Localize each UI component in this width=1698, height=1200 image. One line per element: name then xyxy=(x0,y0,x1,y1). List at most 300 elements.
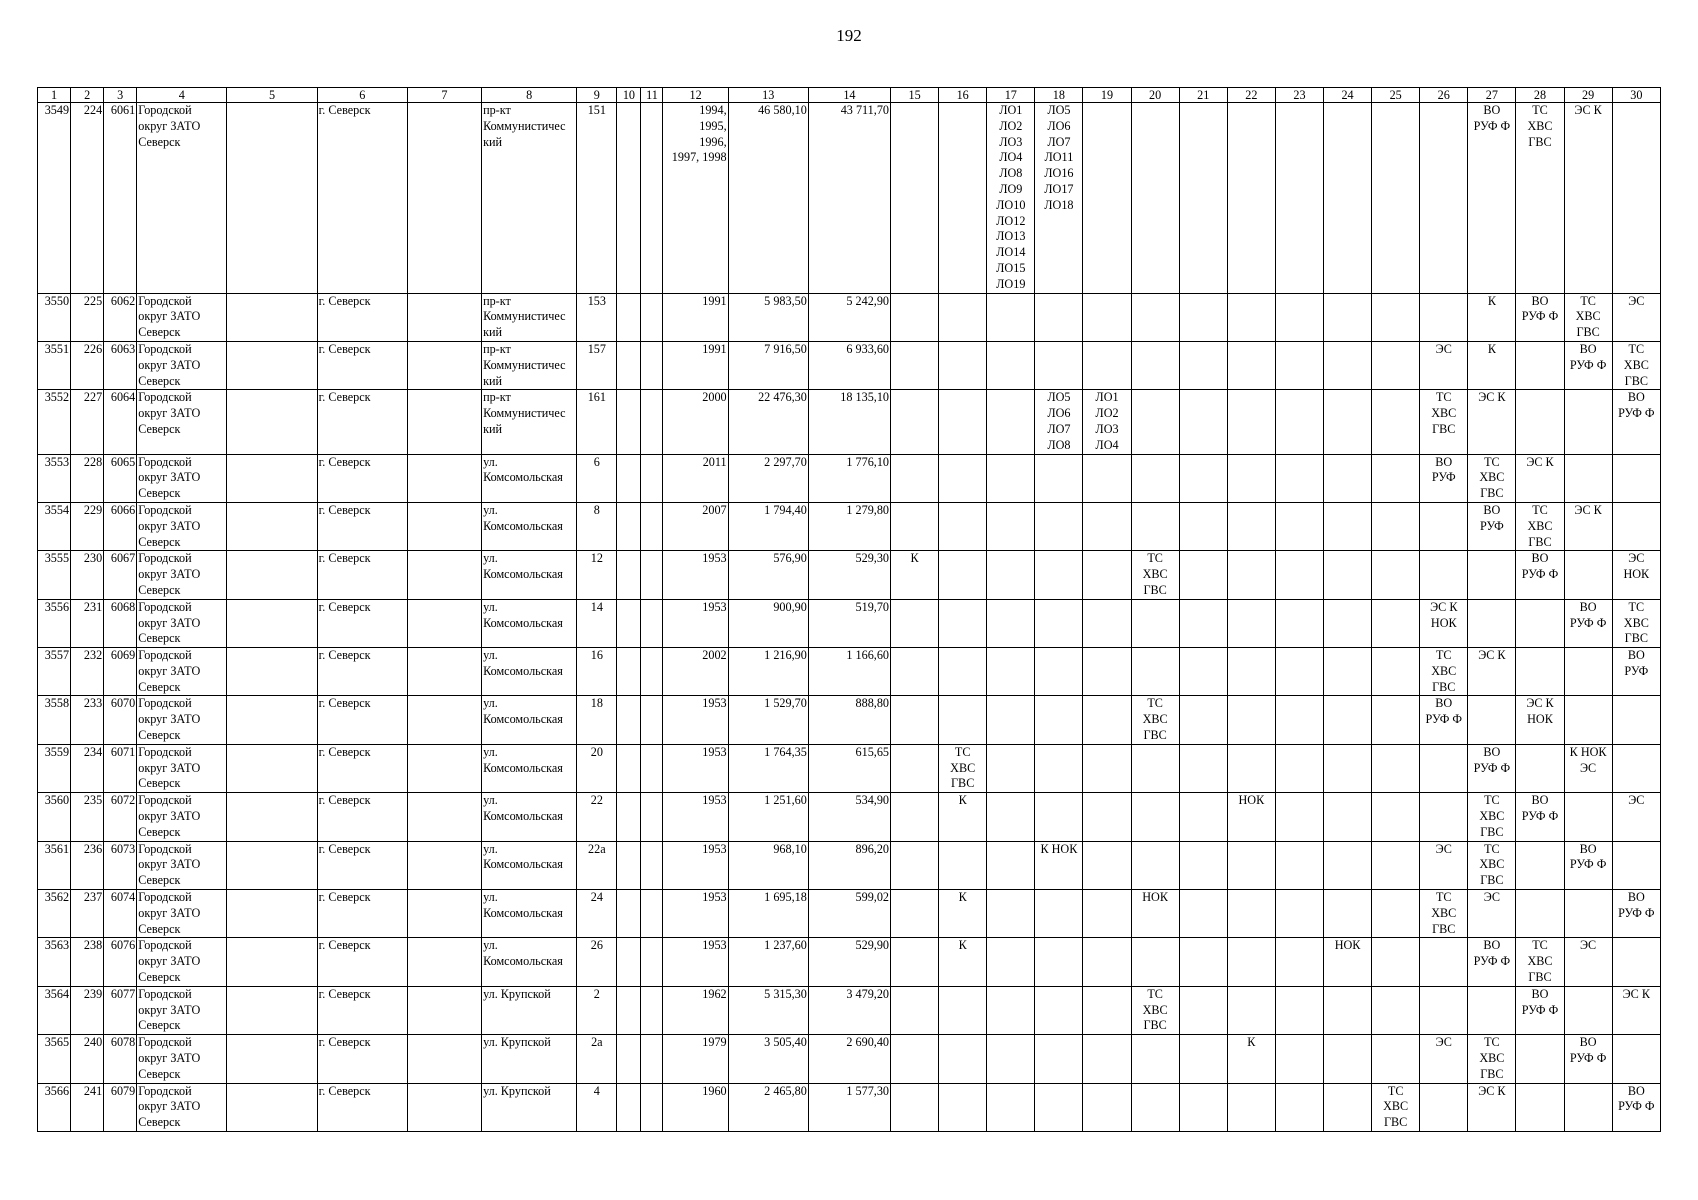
cell-line: ЛО16 xyxy=(1044,166,1074,181)
cell-line: г. Северск xyxy=(318,341,371,356)
cell-code-col-29 xyxy=(1564,293,1612,341)
cell-line: ВО xyxy=(1483,502,1501,517)
cell-line: г. Северск xyxy=(318,744,371,759)
cell-empty xyxy=(1420,293,1468,341)
cell-empty xyxy=(987,696,1035,744)
cell-empty xyxy=(1564,890,1612,938)
cell-empty xyxy=(407,1083,481,1131)
cell-line: Северск xyxy=(138,134,181,149)
cell-area_total xyxy=(728,1035,808,1083)
cell-empty xyxy=(407,1035,481,1083)
cell-year xyxy=(663,744,728,792)
cell-line: ГВС xyxy=(1143,1018,1167,1033)
cell-line: РУФ Ф xyxy=(1425,712,1463,727)
cell-code-col-30 xyxy=(1612,890,1660,938)
cell-line: 1960 xyxy=(702,1083,727,1098)
cell-empty xyxy=(1564,793,1612,841)
cell-line: ТС xyxy=(1532,502,1548,517)
cell-line: ГВС xyxy=(1143,728,1167,743)
cell-empty xyxy=(1083,454,1131,502)
cell-n2 xyxy=(71,793,104,841)
column-header-10: 10 xyxy=(617,88,641,103)
cell-line: РУФ Ф xyxy=(1569,1051,1607,1066)
cell-empty xyxy=(641,1083,663,1131)
cell-line: ВО xyxy=(1627,648,1645,663)
cell-empty xyxy=(891,648,939,696)
cell-code-col-28 xyxy=(1516,103,1564,294)
cell-empty xyxy=(891,1035,939,1083)
cell-empty xyxy=(1035,890,1083,938)
cell-n2 xyxy=(71,696,104,744)
cell-line: Городской xyxy=(138,648,192,663)
cell-area_total xyxy=(728,502,808,550)
cell-line: г. Северск xyxy=(318,293,371,308)
cell-line: 3551 xyxy=(44,341,70,356)
cell-empty xyxy=(407,793,481,841)
cell-code-col-18 xyxy=(1035,841,1083,889)
cell-line: Северск xyxy=(138,631,181,646)
page-number: 192 xyxy=(836,26,862,45)
cell-line: Северск xyxy=(138,873,181,888)
cell-line: ХВС xyxy=(1431,663,1457,678)
cell-empty xyxy=(1227,1083,1275,1131)
cell-n2 xyxy=(71,502,104,550)
cell-line: 1 577,30 xyxy=(846,1083,890,1098)
cell-line: ТС xyxy=(1532,938,1548,953)
cell-empty xyxy=(617,744,641,792)
cell-house xyxy=(577,103,617,294)
cell-street xyxy=(482,502,577,550)
cell-line: 238 xyxy=(83,938,103,953)
cell-empty xyxy=(1179,390,1227,454)
cell-house xyxy=(577,551,617,599)
cell-year xyxy=(663,793,728,841)
column-header-8: 8 xyxy=(482,88,577,103)
cell-line: ГВС xyxy=(1528,134,1552,149)
column-header-22: 22 xyxy=(1227,88,1275,103)
cell-empty xyxy=(891,890,939,938)
cell-line: г. Северск xyxy=(318,390,371,405)
cell-owner xyxy=(137,938,227,986)
cell-empty xyxy=(1035,1083,1083,1131)
cell-empty xyxy=(1420,1083,1468,1131)
cell-empty xyxy=(617,293,641,341)
cell-line: 3557 xyxy=(44,648,70,663)
cell-line: ТС xyxy=(1580,293,1596,308)
cell-line: К xyxy=(1247,1035,1256,1050)
cell-empty xyxy=(1227,696,1275,744)
cell-empty xyxy=(1035,341,1083,389)
cell-line: ТС xyxy=(1387,1083,1404,1098)
cell-line: 18 xyxy=(590,696,603,711)
cell-line: ТС xyxy=(1484,1035,1500,1050)
cell-line: ЛО5 xyxy=(1047,390,1071,405)
cell-empty xyxy=(939,293,987,341)
cell-empty xyxy=(227,1035,317,1083)
cell-area_living xyxy=(808,293,890,341)
cell-empty xyxy=(1179,744,1227,792)
cell-house xyxy=(577,390,617,454)
cell-line: 1953 xyxy=(702,841,727,856)
cell-city xyxy=(317,841,407,889)
cell-empty xyxy=(1131,103,1179,294)
cell-line: ул. Крупской xyxy=(483,1083,551,1098)
cell-empty xyxy=(891,744,939,792)
cell-empty xyxy=(1564,696,1612,744)
cell-empty xyxy=(1516,744,1564,792)
cell-line: 968,10 xyxy=(773,841,807,856)
cell-empty xyxy=(1227,454,1275,502)
cell-owner xyxy=(137,1035,227,1083)
cell-empty xyxy=(1179,938,1227,986)
cell-area_total xyxy=(728,1083,808,1131)
cell-line: ВО xyxy=(1627,1083,1645,1098)
cell-line: Северск xyxy=(138,534,181,549)
cell-line: Комсомольская xyxy=(483,470,563,485)
cell-line: Городской xyxy=(138,841,192,856)
cell-line: ГВС xyxy=(1624,631,1648,646)
cell-empty xyxy=(987,551,1035,599)
cell-line: Северск xyxy=(138,1115,181,1130)
cell-n1 xyxy=(38,938,71,986)
cell-line: 529,30 xyxy=(855,551,890,566)
cell-line: Городской xyxy=(138,938,192,953)
cell-empty xyxy=(407,341,481,389)
cell-line: Городской xyxy=(138,502,192,517)
cell-line: ВО xyxy=(1531,551,1549,566)
cell-code-col-26 xyxy=(1420,841,1468,889)
cell-empty xyxy=(1227,103,1275,294)
cell-line: г. Северск xyxy=(318,648,371,663)
cell-empty xyxy=(641,293,663,341)
cell-area_living xyxy=(808,696,890,744)
cell-line: Комсомольская xyxy=(483,712,563,727)
cell-empty xyxy=(1083,648,1131,696)
cell-empty xyxy=(617,341,641,389)
cell-line: Комсомольская xyxy=(483,760,563,775)
cell-line: 151 xyxy=(587,103,606,117)
cell-line: ул. xyxy=(483,551,498,566)
cell-line: ХВС xyxy=(1142,1002,1168,1017)
cell-line: 1 764,35 xyxy=(764,744,807,759)
cell-empty xyxy=(407,454,481,502)
cell-line: 6066 xyxy=(110,502,136,517)
cell-line: 230 xyxy=(83,551,103,566)
cell-line: 519,70 xyxy=(855,599,890,614)
column-header-16: 16 xyxy=(939,88,987,103)
cell-city xyxy=(317,696,407,744)
cell-line: 3555 xyxy=(44,551,70,566)
cell-city xyxy=(317,986,407,1034)
cell-n1 xyxy=(38,890,71,938)
cell-code-col-17 xyxy=(987,103,1035,294)
cell-empty xyxy=(1179,551,1227,599)
cell-empty xyxy=(939,390,987,454)
cell-n3 xyxy=(104,599,137,647)
cell-house xyxy=(577,454,617,502)
cell-line: ул. xyxy=(483,744,498,759)
cell-empty xyxy=(891,502,939,550)
cell-line: 24 xyxy=(590,890,603,905)
cell-empty xyxy=(987,938,1035,986)
cell-line: 6062 xyxy=(110,293,136,308)
cell-empty xyxy=(1516,841,1564,889)
cell-line: РУФ Ф xyxy=(1473,760,1511,775)
cell-line: ЛО4 xyxy=(1095,437,1119,452)
cell-empty xyxy=(1372,502,1420,550)
cell-line: 900,90 xyxy=(773,599,807,614)
cell-line: 6063 xyxy=(110,341,136,356)
cell-line: 240 xyxy=(83,1035,103,1050)
cell-n2 xyxy=(71,103,104,294)
cell-line: Комсомольская xyxy=(483,905,563,920)
cell-empty xyxy=(407,696,481,744)
cell-code-col-28 xyxy=(1516,293,1564,341)
cell-empty xyxy=(987,1083,1035,1131)
column-header-26: 26 xyxy=(1420,88,1468,103)
cell-empty xyxy=(987,1035,1035,1083)
cell-empty xyxy=(1324,841,1372,889)
cell-city xyxy=(317,454,407,502)
cell-line: 6070 xyxy=(110,696,136,711)
cell-line: 3562 xyxy=(44,890,70,905)
cell-line: 1994, xyxy=(699,103,727,117)
cell-code-col-27 xyxy=(1468,293,1516,341)
cell-line: 6068 xyxy=(110,599,136,614)
cell-year xyxy=(663,502,728,550)
cell-empty xyxy=(1612,1035,1660,1083)
cell-line: Городской xyxy=(138,1035,192,1050)
cell-code-col-29 xyxy=(1564,341,1612,389)
cell-empty xyxy=(1324,793,1372,841)
cell-line: ТС xyxy=(1435,390,1452,405)
cell-n1 xyxy=(38,841,71,889)
cell-empty xyxy=(1035,793,1083,841)
cell-empty xyxy=(1564,551,1612,599)
cell-line: округ ЗАТО xyxy=(138,760,201,775)
cell-empty xyxy=(1324,986,1372,1034)
cell-empty xyxy=(1468,551,1516,599)
cell-empty xyxy=(641,793,663,841)
cell-empty xyxy=(1179,599,1227,647)
cell-empty xyxy=(1179,890,1227,938)
cell-line: 227 xyxy=(83,390,103,405)
cell-line: 5 983,50 xyxy=(764,293,807,308)
cell-code-col-27 xyxy=(1468,454,1516,502)
cell-empty xyxy=(1275,1083,1323,1131)
cell-line: ВО xyxy=(1531,793,1549,808)
table-row xyxy=(38,986,1661,1034)
cell-empty xyxy=(1612,502,1660,550)
table-row xyxy=(38,1083,1661,1131)
cell-code-col-30 xyxy=(1612,599,1660,647)
cell-empty xyxy=(1131,454,1179,502)
cell-empty xyxy=(227,454,317,502)
cell-n2 xyxy=(71,599,104,647)
cell-line: ул. xyxy=(483,648,498,663)
cell-empty xyxy=(1372,744,1420,792)
cell-line: 576,90 xyxy=(773,551,807,566)
cell-street xyxy=(482,648,577,696)
cell-line: 224 xyxy=(83,103,103,117)
cell-line: ГВС xyxy=(1432,679,1456,694)
cell-empty xyxy=(939,454,987,502)
cell-code-col-27 xyxy=(1468,938,1516,986)
cell-line: ГВС xyxy=(1480,873,1504,888)
cell-line: 161 xyxy=(587,390,606,405)
cell-line: 235 xyxy=(83,793,103,808)
cell-owner xyxy=(137,390,227,454)
cell-area_total xyxy=(728,599,808,647)
cell-line: 153 xyxy=(587,293,606,308)
cell-line: ЛО1 xyxy=(999,103,1023,117)
cell-n1 xyxy=(38,502,71,550)
cell-code-col-28 xyxy=(1516,502,1564,550)
cell-line: НОК xyxy=(1142,890,1168,905)
cell-code-col-22 xyxy=(1227,793,1275,841)
cell-empty xyxy=(617,793,641,841)
cell-year xyxy=(663,648,728,696)
cell-empty xyxy=(1179,293,1227,341)
cell-n1 xyxy=(38,551,71,599)
cell-owner xyxy=(137,986,227,1034)
cell-owner xyxy=(137,599,227,647)
cell-line: ул. xyxy=(483,841,498,856)
cell-line: 26 xyxy=(590,938,603,953)
cell-empty xyxy=(407,502,481,550)
cell-empty xyxy=(1179,502,1227,550)
cell-year xyxy=(663,341,728,389)
cell-n3 xyxy=(104,103,137,294)
cell-line: ЛО17 xyxy=(1044,181,1074,196)
cell-year xyxy=(663,938,728,986)
cell-area_total xyxy=(728,390,808,454)
cell-code-col-15 xyxy=(891,551,939,599)
cell-empty xyxy=(1035,938,1083,986)
cell-house xyxy=(577,341,617,389)
cell-line: ЭС К xyxy=(1526,696,1554,711)
cell-empty xyxy=(227,502,317,550)
cell-line: РУФ Ф xyxy=(1618,1099,1655,1114)
cell-n3 xyxy=(104,696,137,744)
cell-code-col-26 xyxy=(1420,599,1468,647)
cell-n3 xyxy=(104,648,137,696)
cell-line: ЛО14 xyxy=(996,245,1026,260)
cell-empty xyxy=(1227,502,1275,550)
cell-empty xyxy=(617,938,641,986)
cell-empty xyxy=(1612,938,1660,986)
cell-area_living xyxy=(808,1083,890,1131)
cell-empty xyxy=(987,890,1035,938)
cell-empty xyxy=(1083,103,1131,294)
cell-line: ул. Крупской xyxy=(483,986,551,1001)
cell-empty xyxy=(617,390,641,454)
cell-line: 1 251,60 xyxy=(764,793,807,808)
cell-area_total xyxy=(728,793,808,841)
cell-line: ГВС xyxy=(1528,970,1552,985)
cell-line: пр-кт xyxy=(483,390,511,405)
cell-n3 xyxy=(104,551,137,599)
cell-line: РУФ Ф xyxy=(1569,615,1607,630)
cell-empty xyxy=(1372,341,1420,389)
cell-empty xyxy=(939,551,987,599)
cell-line: 3553 xyxy=(44,454,70,469)
cell-line: ЛО2 xyxy=(1095,406,1119,421)
cell-street xyxy=(482,390,577,454)
cell-line: ЛО7 xyxy=(1047,134,1071,149)
cell-line: ХВС xyxy=(1527,118,1553,133)
cell-line: К xyxy=(910,551,919,566)
cell-empty xyxy=(1612,744,1660,792)
cell-city xyxy=(317,103,407,294)
cell-line: НОК xyxy=(1623,567,1650,582)
cell-empty xyxy=(1468,599,1516,647)
cell-line: 1953 xyxy=(702,551,727,566)
cell-line: РУФ Ф xyxy=(1569,857,1607,872)
column-header-13: 13 xyxy=(728,88,808,103)
cell-empty xyxy=(1372,293,1420,341)
cell-code-col-16 xyxy=(939,744,987,792)
cell-line: 6061 xyxy=(110,103,136,117)
cell-line: 1953 xyxy=(702,793,727,808)
cell-code-col-16 xyxy=(939,938,987,986)
cell-n1 xyxy=(38,599,71,647)
cell-street xyxy=(482,938,577,986)
cell-empty xyxy=(1227,744,1275,792)
cell-line: г. Северск xyxy=(318,841,371,856)
cell-owner xyxy=(137,293,227,341)
cell-empty xyxy=(1179,1035,1227,1083)
cell-n1 xyxy=(38,744,71,792)
cell-code-col-18 xyxy=(1035,390,1083,454)
cell-line: 6073 xyxy=(110,841,136,856)
cell-area_total xyxy=(728,341,808,389)
cell-code-col-29 xyxy=(1564,599,1612,647)
table-row xyxy=(38,938,1661,986)
cell-line: ТС xyxy=(1628,341,1645,356)
cell-owner xyxy=(137,551,227,599)
cell-area_living xyxy=(808,502,890,550)
cell-line: ГВС xyxy=(951,776,975,791)
cell-n1 xyxy=(38,986,71,1034)
cell-city xyxy=(317,890,407,938)
cell-line: 1991 xyxy=(702,341,727,356)
cell-line: 6076 xyxy=(110,938,136,953)
cell-empty xyxy=(1516,390,1564,454)
cell-owner xyxy=(137,648,227,696)
cell-line: 599,02 xyxy=(855,890,890,905)
cell-line: 2007 xyxy=(702,502,727,517)
cell-line: ЛО5 xyxy=(1047,103,1071,117)
column-header-19: 19 xyxy=(1083,88,1131,103)
cell-empty xyxy=(1275,390,1323,454)
cell-empty xyxy=(1179,648,1227,696)
column-header-2: 2 xyxy=(71,88,104,103)
column-header-29: 29 xyxy=(1564,88,1612,103)
cell-line: 3550 xyxy=(44,293,70,308)
cell-line: ВО xyxy=(1579,1035,1597,1050)
table-row xyxy=(38,454,1661,502)
cell-house xyxy=(577,696,617,744)
cell-n1 xyxy=(38,454,71,502)
cell-code-col-16 xyxy=(939,890,987,938)
cell-n3 xyxy=(104,1083,137,1131)
cell-year xyxy=(663,1083,728,1131)
cell-empty xyxy=(617,599,641,647)
cell-street xyxy=(482,744,577,792)
cell-line: ул. xyxy=(483,502,498,517)
cell-empty xyxy=(987,841,1035,889)
